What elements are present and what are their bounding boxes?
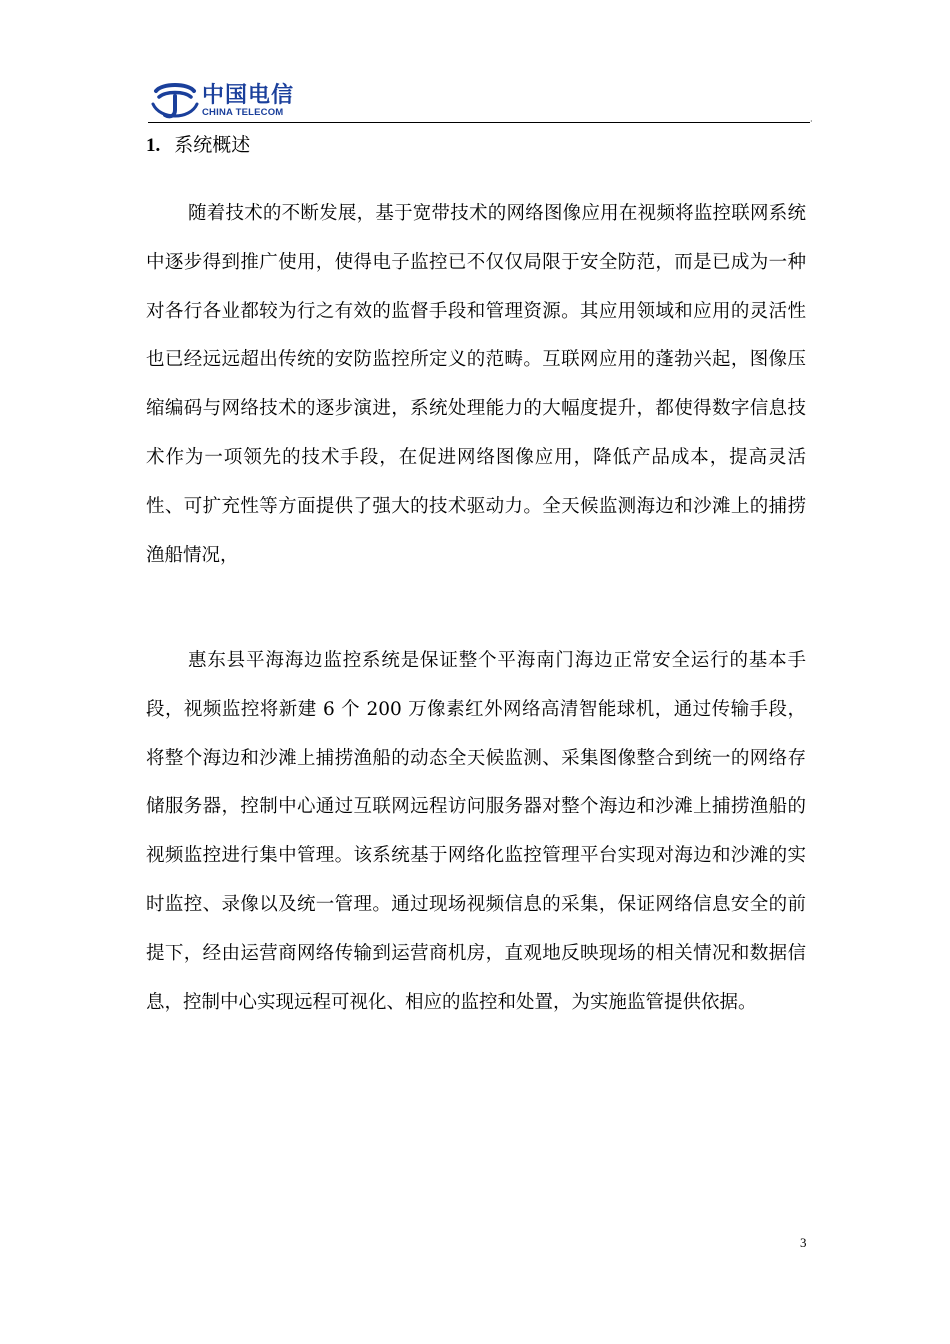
section-heading [146,132,250,159]
section-number: 1. [146,135,161,156]
paragraph-overview-1: 随着技术的不断发展，基于宽带技术的网络图像应用在视频将监控联网系统中逐步得到推广使用，使得电子监控已不仅仅局限于安全防范，而是已成为一种对各行各业都较为行之有效的监督手段和管理资源。其应用领域和应用的灵活性也已经远远超出传统的安防监控所定义的范畴。互联网应用的蓬勃兴起，图像压缩编码与网络技术的逐步演进，系统处理能力的大幅度提升，都使得数字信息技术作为一项领先的技术手段，在促进网络图像应用，降低产品成本，提高灵活性、可扩充性等方面提供了强大的技术驱动力。全天候监测海边和沙滩上的捕捞渔船情况， [146,203,806,566]
page-number: 3 [800,1235,807,1250]
logo-english-text: CHINA TELECOM [202,107,284,118]
header-divider-mark: · [810,117,813,126]
china-telecom-logo-icon [150,76,200,122]
paragraph-overview-2: 惠东县平海海边监控系统是保证整个平海南门海边正常安全运行的基本手段，视频监控将新建 6 个 200 万像素红外网络高清智能球机，通过传输手段，将整个海边和沙滩上捕捞渔船的动态全天候监测、采集图像整合到统一的网络存储服务器，控制中心通过互联网远程访问服务器对整个海边和沙滩上捕捞渔船的视频监控进行集中管理。该系统基于网络化监控管理平台实现对海边和沙滩的实时监控、录像以及统一管理。通过现场视频信息的采集，保证网络信息安全的前提下，经由运营商网络传输到运营商机房，直观地反映现场的相关情况和数据信息，控制中心实现远程可视化、相应的监控和处置，为实施监管提供依据。 [146,650,806,1013]
header-divider [148,122,810,123]
page-header [148,72,813,124]
china-telecom-logo [150,76,300,122]
section-title-text: 系统概述 [174,134,251,156]
logo-chinese-text: 中国电信 [202,83,295,108]
